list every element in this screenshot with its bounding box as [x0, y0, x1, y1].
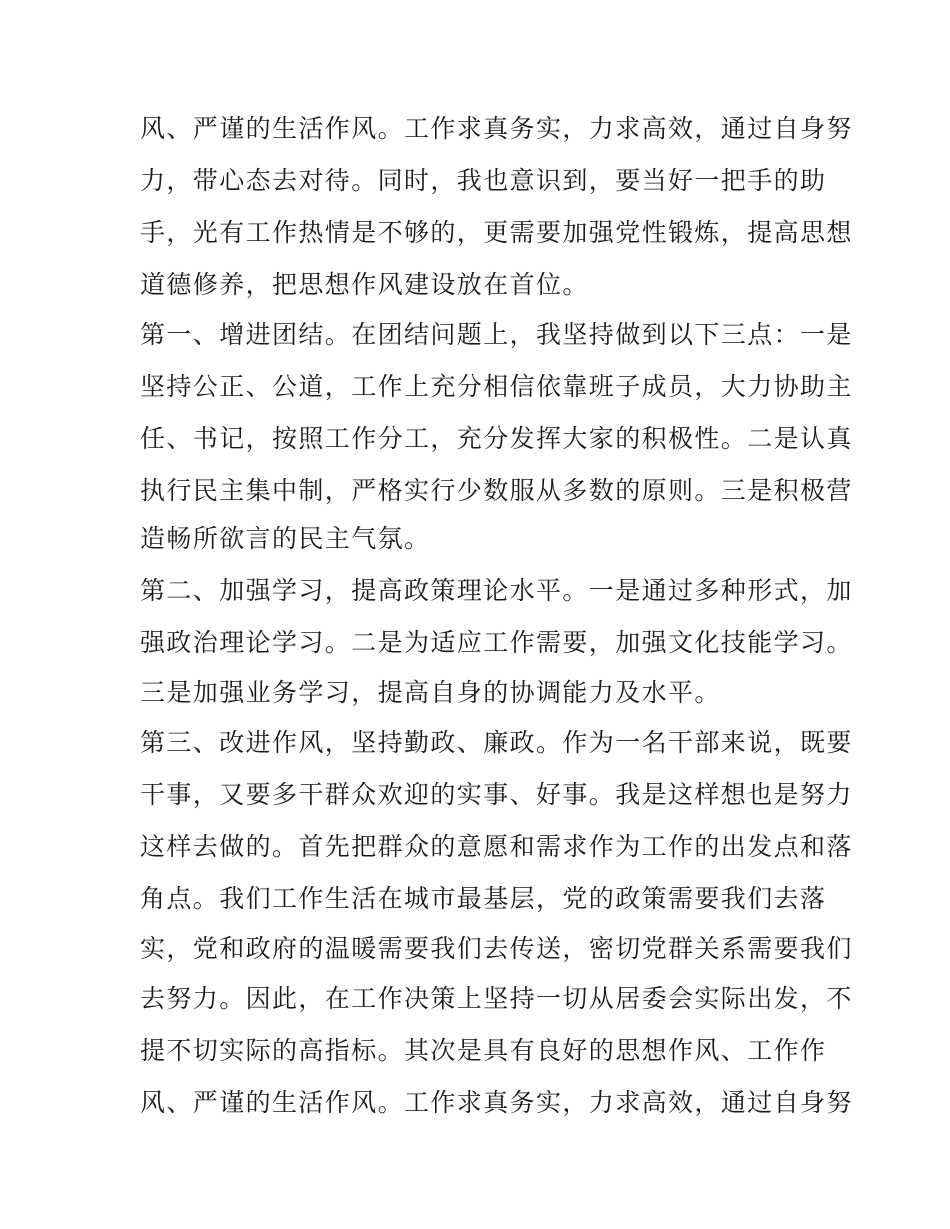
- text-line: 风、严谨的生活作风。工作求真务实，力求高效，通过自身努: [140, 114, 853, 143]
- text-line: 角点。我们工作生活在城市最基层，党的政策需要我们去落: [140, 884, 827, 913]
- text-line: 执行民主集中制，严格实行少数服从多数的原则。三是积极营: [140, 476, 853, 505]
- text-line: 任、书记，按照工作分工，充分发挥大家的积极性。二是认真: [140, 424, 853, 453]
- text-line: 坚持公正、公道，工作上充分相信依靠班子成员，大力协助主: [140, 372, 853, 401]
- text-line: 强政治理论学习。二是为适应工作需要，加强文化技能学习。: [140, 628, 853, 657]
- text-line: 风、严谨的生活作风。工作求真务实，力求高效，通过自身努: [140, 1088, 853, 1117]
- text-line: 实，党和政府的温暖需要我们去传送，密切党群关系需要我们: [140, 934, 853, 963]
- text-line: 三是加强业务学习，提高自身的协调能力及水平。: [140, 678, 721, 707]
- text-line: 提不切实际的高指标。其次是具有良好的思想作风、工作作: [140, 1036, 827, 1065]
- text-line: 这样去做的。首先把群众的意愿和需求作为工作的出发点和落: [140, 832, 853, 861]
- text-line: 去努力。因此，在工作决策上坚持一切从居委会实际出发，不: [140, 984, 853, 1013]
- text-line: 第三、改进作风，坚持勤政、廉政。作为一名干部来说，既要: [140, 728, 853, 757]
- text-line: 干事，又要多干群众欢迎的实事、好事。我是这样想也是努力: [140, 780, 853, 809]
- text-line: 手，光有工作热情是不够的，更需要加强党性锻炼，提高思想: [140, 218, 853, 247]
- text-line: 造畅所欲言的民主气氛。: [140, 524, 431, 553]
- text-line: 第二、加强学习，提高政策理论水平。一是通过多种形式，加: [140, 576, 853, 605]
- text-line: 道德修养，把思想作风建设放在首位。: [140, 270, 589, 299]
- text-line: 力，带心态去对待。同时，我也意识到，要当好一把手的助: [140, 166, 827, 195]
- text-line: 第一、增进团结。在团结问题上，我坚持做到以下三点：一是: [140, 320, 853, 349]
